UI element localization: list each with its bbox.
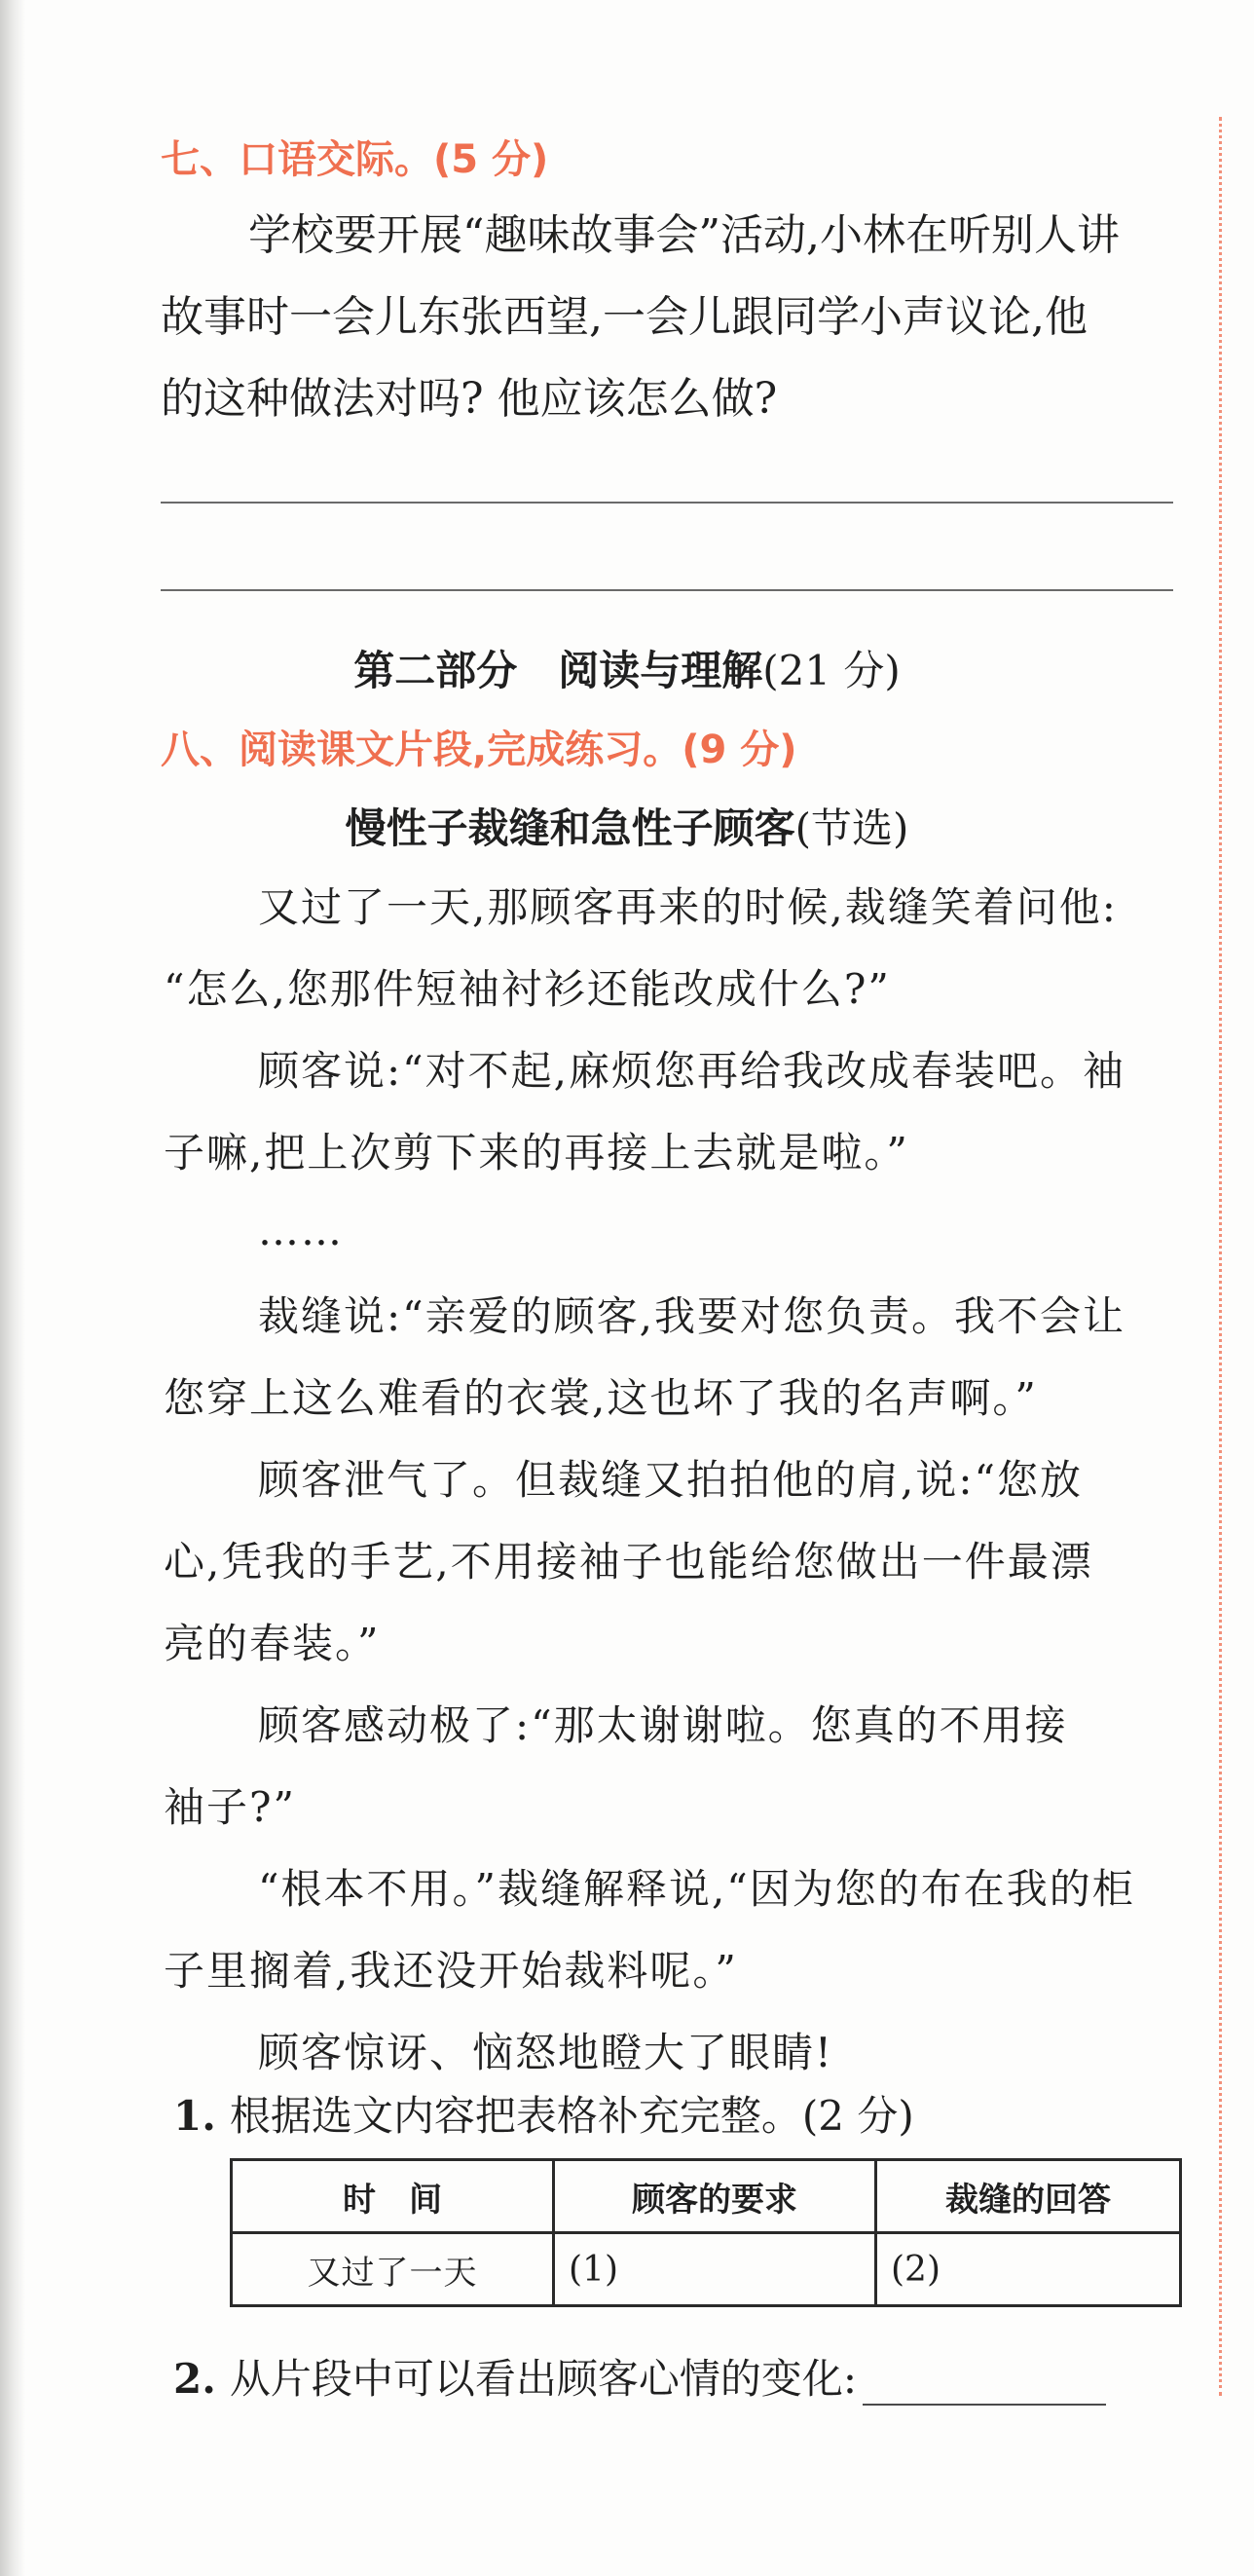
story-line-10: 顾客感动极了:“那太谢谢啦。您真的不用接 <box>258 1701 1068 1749</box>
story-line-13: 子里搁着,我还没开始裁料呢。” <box>164 1947 738 1995</box>
part-2-title-text: 第二部分 阅读与理解 <box>353 647 763 694</box>
section-7-line-3: 的这种做法对吗? 他应该怎么做? <box>161 374 778 424</box>
page-binding-shadow <box>0 0 25 2576</box>
question-2-answer-blank[interactable] <box>863 2365 1106 2406</box>
story-title-text: 慢性子裁缝和急性子顾客 <box>345 804 795 852</box>
answer-line-2[interactable] <box>161 589 1173 591</box>
question-2-text: 从片段中可以看出顾客心情的变化: <box>229 2355 858 2403</box>
story-line-7: 顾客泄气了。但裁缝又拍拍他的肩,说:“您放 <box>258 1456 1083 1504</box>
story-line-5: 裁缝说:“亲爱的顾客,我要对您负责。我不会让 <box>258 1292 1125 1340</box>
story-line-8: 心,凭我的手艺,不用接袖子也能给您做出一件最漂 <box>164 1538 1093 1586</box>
story-line-1: 又过了一天,那顾客再来的时候,裁缝笑着问他: <box>258 883 1118 931</box>
story-line-9: 亮的春装。” <box>164 1620 381 1667</box>
section-7-heading: 七、口语交际。(5 分) <box>161 137 549 182</box>
section-7-line-1: 学校要开展“趣味故事会”活动,小林在听别人讲 <box>248 210 1120 260</box>
story-title-note: (节选) <box>794 804 909 852</box>
question-1 <box>173 2084 914 2143</box>
question-2 <box>173 2347 1106 2406</box>
part-2-title <box>0 639 1254 697</box>
story-ellipsis: …… <box>258 1207 344 1254</box>
table-header-time: 时 间 <box>232 2160 554 2233</box>
story-line-6: 您穿上这么难看的衣裳,这也坏了我的名声啊。” <box>164 1374 1038 1422</box>
story-title <box>0 797 1254 855</box>
section-7-line-2: 故事时一会儿东张西望,一会儿跟同学小声议论,他 <box>161 292 1088 342</box>
story-line-12: “根本不用。”裁缝解释说,“因为您的布在我的柜 <box>258 1865 1135 1913</box>
answer-line-1[interactable] <box>161 502 1173 504</box>
story-line-14: 顾客惊讶、恼怒地瞪大了眼睛! <box>258 2029 833 2076</box>
table-header-row <box>232 2160 1181 2233</box>
story-line-4: 子嘛,把上次剪下来的再接上去就是啦。” <box>164 1129 909 1176</box>
section-8-heading: 八、阅读课文片段,完成练习。(9 分) <box>161 728 797 772</box>
table-cell-time: 又过了一天 <box>232 2233 554 2306</box>
question-1-number: 1. <box>173 2092 216 2140</box>
story-line-3: 顾客说:“对不起,麻烦您再给我改成春装吧。袖 <box>258 1047 1125 1095</box>
answer-table <box>230 2158 1182 2307</box>
table-header-customer-request: 顾客的要求 <box>554 2160 876 2233</box>
margin-dotted-line <box>1219 117 1222 2396</box>
table-header-tailor-reply: 裁缝的回答 <box>876 2160 1181 2233</box>
part-2-score: (21 分) <box>762 647 901 694</box>
table-cell-request-blank[interactable]: (1) <box>554 2233 876 2306</box>
story-line-2: “怎么,您那件短袖衬衫还能改成什么?” <box>164 965 891 1013</box>
question-2-number: 2. <box>173 2355 216 2403</box>
story-line-11: 袖子?” <box>164 1783 296 1831</box>
table-cell-reply-blank[interactable]: (2) <box>876 2233 1181 2306</box>
question-1-text: 根据选文内容把表格补充完整。(2 分) <box>229 2092 914 2140</box>
table-row <box>232 2233 1181 2306</box>
